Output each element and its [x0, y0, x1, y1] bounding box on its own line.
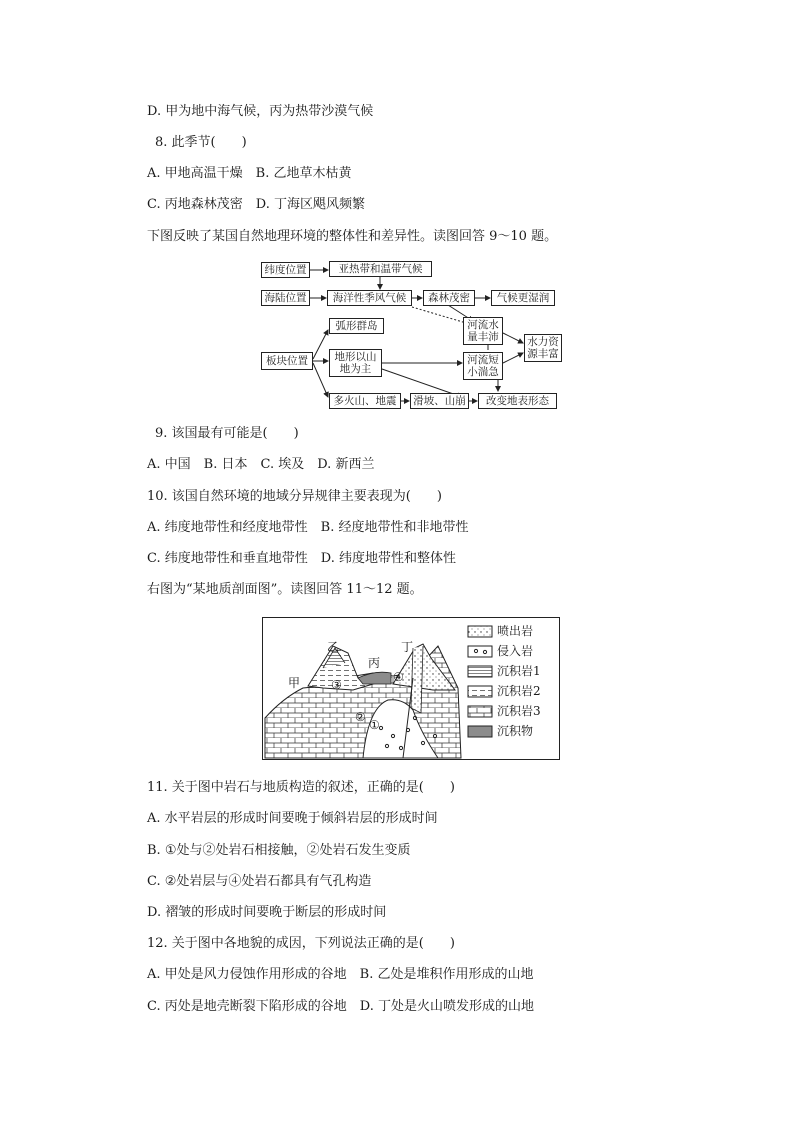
intro-9-10: 下图反映了某国自然地理环境的整体性和差异性。读图回答 9～10 题。 — [147, 229, 558, 244]
q11-option-c: C. ②处岩层与④处岩石都具有气孔构造 — [147, 874, 372, 889]
box-river-short: 河流短小湍急 — [463, 352, 503, 380]
q8-stem: 8. 此季节( ) — [155, 135, 247, 150]
legend-deposit: 沉积物 — [497, 724, 534, 738]
legend-intrusive: 侵入岩 — [497, 644, 534, 658]
q7-option-d: D. 甲为地中海气候，丙为热带沙漠气候 — [147, 104, 374, 119]
legend-extrusive: 喷出岩 — [497, 624, 534, 638]
q10-options-ab: A. 纬度地带性和经度地带性 B. 经度地带性和非地带性 — [147, 520, 469, 535]
q8-options-ab: A. 甲地高温干燥 B. 乙地草木枯黄 — [147, 166, 352, 181]
label-yi: 乙 — [327, 640, 340, 654]
box-arc: 弧形群岛 — [329, 318, 384, 334]
q9-options: A. 中国 B. 日本 C. 埃及 D. 新西兰 — [147, 457, 375, 472]
flowchart-arrows — [258, 255, 563, 415]
q10-stem: 10. 该国自然环境的地域分异规律主要表现为( ) — [147, 489, 442, 504]
geology-cross-section — [262, 617, 560, 760]
q11-option-b: B. ①处与②处岩石相接触，②处岩石发生变质 — [147, 843, 411, 858]
q12-options-ab: A. 甲处是风力侵蚀作用形成的谷地 B. 乙处是堆积作用形成的山地 — [147, 967, 534, 982]
box-sealand: 海陆位置 — [261, 290, 310, 306]
box-subtropic: 亚热带和温带气候 — [329, 261, 432, 277]
q11-stem: 11. 关于图中岩石与地质构造的叙述，正确的是( ) — [147, 780, 455, 795]
box-landslide: 滑坡、山崩 — [410, 393, 469, 409]
q11-option-a: A. 水平岩层的形成时间要晚于倾斜岩层的形成时间 — [147, 811, 438, 826]
q12-options-cd: C. 丙处是地壳断裂下陷形成的谷地 D. 丁处是火山喷发形成的山地 — [147, 999, 534, 1014]
q12-stem: 12. 关于图中各地貌的成因，下列说法正确的是( ) — [147, 936, 455, 951]
legend-sed3: 沉积岩3 — [497, 704, 541, 718]
box-plate: 板块位置 — [261, 352, 313, 370]
label-1: ① — [369, 718, 380, 732]
label-3: ③ — [331, 678, 342, 692]
box-hills: 地形以山地为主 — [329, 349, 382, 377]
box-latitude: 纬度位置 — [261, 262, 310, 278]
box-change: 改变地表形态 — [478, 393, 557, 409]
label-jia: 甲 — [288, 676, 301, 690]
q8-options-cd: C. 丙地森林茂密 D. 丁海区飓风频繁 — [147, 197, 365, 212]
intro-11-12: 右图为“某地质剖面图”。读图回答 11～12 题。 — [147, 582, 423, 597]
box-hydro: 水力资源丰富 — [524, 334, 562, 362]
geography-flowchart — [258, 255, 563, 415]
label-4: ④ — [393, 670, 404, 684]
q9-stem: 9. 该国最有可能是( ) — [155, 426, 299, 441]
box-humid: 气候更湿润 — [491, 290, 555, 306]
q11-option-d: D. 褶皱的形成时间要晚于断层的形成时间 — [147, 905, 387, 920]
label-ding: 丁 — [401, 640, 414, 654]
box-river-flow: 河流水量丰沛 — [463, 317, 503, 345]
label-2: ② — [355, 710, 366, 724]
box-forest: 森林茂密 — [423, 290, 475, 306]
legend-sed2: 沉积岩2 — [497, 684, 541, 698]
legend-sed1: 沉积岩1 — [497, 664, 541, 678]
q10-options-cd: C. 纬度地带性和垂直地带性 D. 纬度地带性和整体性 — [147, 551, 456, 566]
label-bing: 丙 — [368, 656, 381, 670]
box-monsoon: 海洋性季风气候 — [327, 290, 412, 306]
box-volcano: 多火山、地震 — [329, 393, 401, 409]
